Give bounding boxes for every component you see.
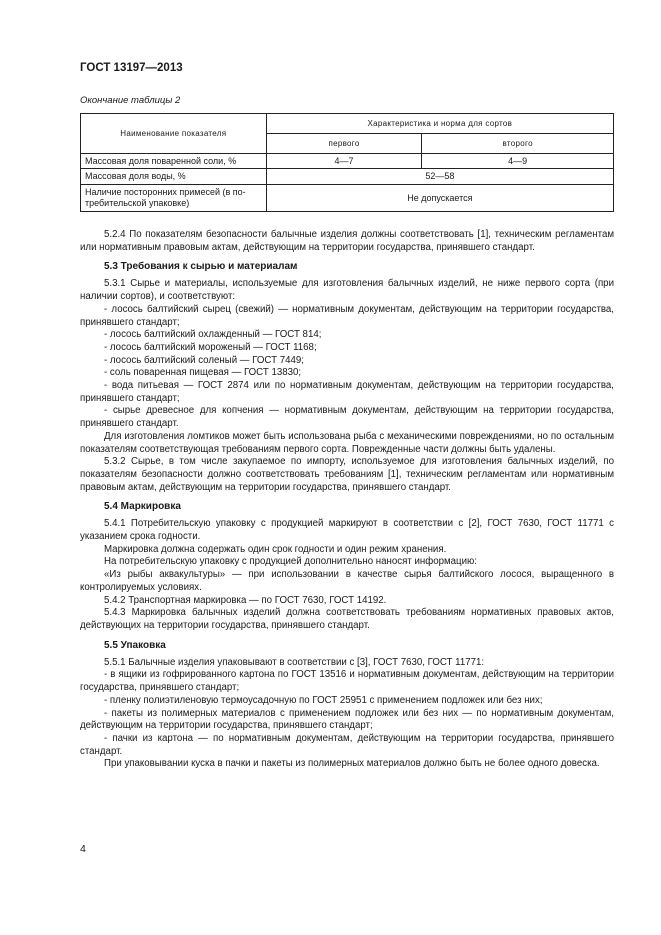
list-item: - лосось балтийский сырец (свежий) — нормативным документам, действующим на территории государства, принявшего стандарт; <box>80 303 614 328</box>
list-item: - пакеты из полимерных материалов с применением подложек или без них — по нормативным документам, действующим на территории государства, принявшего стандарт; <box>80 707 614 732</box>
document-code: ГОСТ 13197—2013 <box>80 62 183 74</box>
row-common-value: 52—58 <box>266 169 613 185</box>
paragraph-marking: «Из рыбы аквакультуры» — при использовании в качестве сырья балтийского лосося, выращенного в контролируемых условиях. <box>80 569 614 593</box>
paragraph-packing-note: При упаковывании куска в пачки и пакеты из полимерных материалов должно быть не более одного довеска. <box>104 758 600 770</box>
paragraph-5-4-3: 5.4.3 Маркировка балычных изделий должна соответствовать требованиям нормативных правовых актов, действующих на территории государства, принявшего стандарт. <box>80 607 614 631</box>
paragraph-5-3-1: 5.3.1 Сырье и материалы, используемые для изготовления балычных изделий, не ниже первого сорта (при наличии сортов), и соответствуют: <box>80 278 614 303</box>
row-common-value: Не допускается <box>266 185 613 212</box>
paragraph-5-4-1: 5.4.1 Потребительскую упаковку с продукцией маркируют в соответствии с [2], ГОСТ 7630, ГОСТ 11771 с указанием срока годности. <box>80 518 614 543</box>
page-number: 4 <box>80 843 86 855</box>
row-name-line: требительской упаковке) <box>85 198 190 208</box>
header-characteristic-group: Характеристика и норма для сортов <box>266 114 613 134</box>
section-heading-5-3: 5.3 Требования к сырью и материалам <box>104 261 298 273</box>
section-heading-5-5: 5.5 Упаковка <box>104 639 166 651</box>
specification-table <box>80 113 614 212</box>
table-caption: Окончание таблицы 2 <box>80 95 181 106</box>
row-second-value: 4—9 <box>422 154 614 169</box>
paragraph-slices: Для изготовления ломтиков может быть использована рыба с механическими повреждениями, но по остальным показателям соответствующая требованиям первого сорта. Поврежденные части должны быть удалены. <box>80 430 614 455</box>
header-first-grade: первого <box>266 134 422 154</box>
header-name-column: Наименование показателя <box>81 114 267 154</box>
list-item: - лосось балтийский соленый — ГОСТ 7449; <box>104 354 304 366</box>
list-item: - в ящики из гофрированного картона по ГОСТ 13516 и нормативным документам, действующим на территории государства, принявшего стандарт; <box>80 669 614 694</box>
list-item: - вода питьевая — ГОСТ 2874 или по нормативным документам, действующим на территории государства, принявшего стандарт; <box>80 380 614 404</box>
list-item: - сырье древесное для копчения — нормативным документам, действующим на территории государства, принявшего стандарт. <box>80 405 614 430</box>
list-item: - пачки из картона — по нормативным документам, действующим на территории государства, принявшего стандарт. <box>80 732 614 757</box>
paragraph-marking: На потребительскую упаковку с продукцией дополнительно наносят информацию: <box>104 556 477 568</box>
paragraph-5-2-4: 5.2.4 По показателям безопасности балычные изделия должны соответствовать [1], техническим регламентам или нормативным правовым актам, действующим на территории государства, принявшего стандарт. <box>80 229 614 253</box>
body-text <box>80 229 614 771</box>
row-name <box>81 185 267 212</box>
paragraph-5-5-1: 5.5.1 Балычные изделия упаковывают в соответствии с [3], ГОСТ 7630, ГОСТ 11771: <box>104 656 485 668</box>
list-item: - лосось балтийский охлажденный — ГОСТ 814; <box>104 329 322 341</box>
table-row <box>81 185 614 212</box>
paragraph-5-3-2: 5.3.2 Сырье, в том числе закупаемое по импорту, используемое для изготовления балычных изделий, по показателям безопасности должно соответствовать требованиям [1], техническим регламентам или нормативным правовым актам, действующим на территории государства, принявшего стандарт. <box>80 456 614 493</box>
paragraph-marking: Маркировка должна содержать один срок годности и один режим хранения. <box>104 543 447 555</box>
row-first-value: 4—7 <box>266 154 422 169</box>
table-row <box>81 154 614 169</box>
list-item: - соль поваренная пищевая — ГОСТ 13830; <box>104 367 302 379</box>
row-name-line: Наличие посторонних примесей (в по- <box>85 187 246 197</box>
header-second-grade: второго <box>422 134 614 154</box>
row-name: Массовая доля поваренной соли, % <box>81 154 267 169</box>
row-name: Массовая доля воды, % <box>81 169 267 185</box>
paragraph-5-4-2: 5.4.2 Транспортная маркировка — по ГОСТ 7630, ГОСТ 14192. <box>104 594 387 606</box>
section-heading-5-4: 5.4 Маркировка <box>104 501 181 513</box>
list-item: - лосось балтийский мороженый — ГОСТ 1168; <box>104 341 317 353</box>
list-item: - пленку полиэтиленовую термоусадочную по ГОСТ 25951 с применением подложек или без них; <box>104 694 543 706</box>
table-row <box>81 169 614 185</box>
